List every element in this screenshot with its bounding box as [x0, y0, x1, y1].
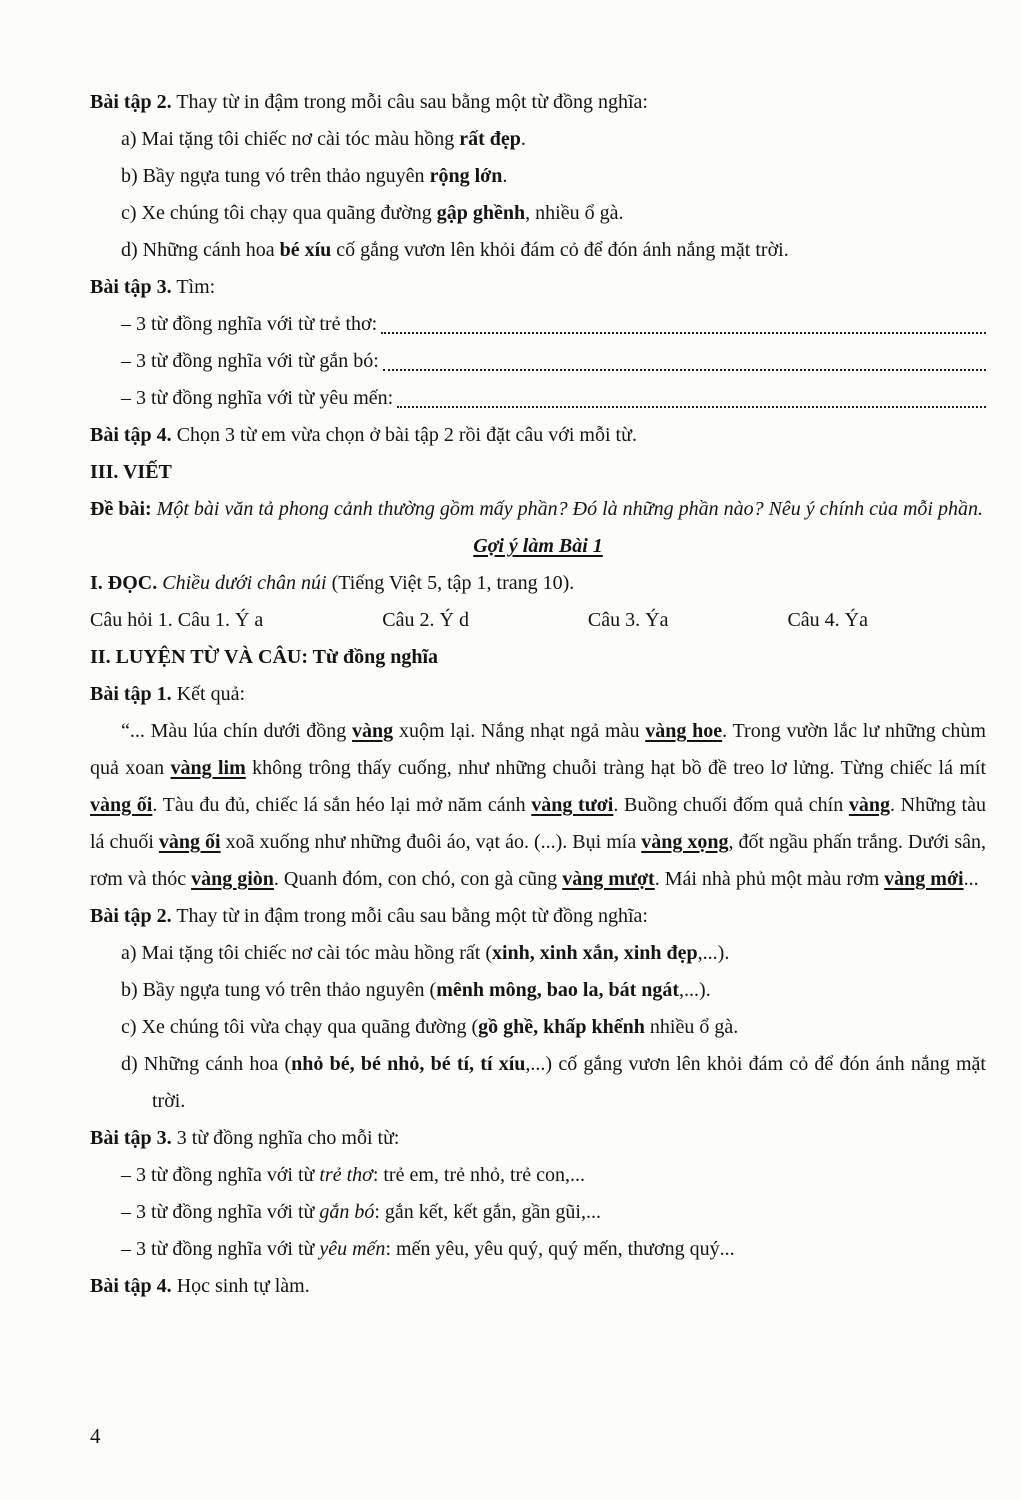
dotted-fill-line — [381, 332, 986, 334]
text-run: I. ĐỌC. — [90, 572, 158, 594]
exercise-4-answer-heading — [90, 1268, 986, 1305]
exercise-2-answer-item-d — [90, 1046, 986, 1120]
exercise-1-answer-paragraph — [90, 713, 986, 898]
document-body — [90, 84, 986, 1305]
text-run: vàng hoe — [645, 720, 723, 742]
text-run: – 3 từ đồng nghĩa với từ trẻ thơ: — [121, 313, 378, 335]
text-run: d) Những cánh hoa ( — [121, 1053, 292, 1075]
text-run: ,...). — [679, 979, 711, 1001]
text-run: : mến yêu, yêu quý, quý mến, thương quý... — [385, 1238, 735, 1260]
text-run: d) Những cánh hoa — [121, 239, 280, 261]
exercise-3-blank-line-1 — [121, 306, 986, 343]
text-run: a) Mai tặng tôi chiếc nơ cài tóc màu hồng — [121, 128, 460, 150]
text-run: c) Xe chúng tôi vừa chạy qua quãng đường ( — [121, 1016, 479, 1038]
section-heading-luyen-tu-va-cau — [90, 639, 986, 676]
text-run: vàng — [352, 720, 394, 742]
text-run: vàng — [848, 794, 890, 816]
exercise-3-answer-heading — [90, 1120, 986, 1157]
text-run: ,...) cố gắng vươn lên khỏi đám cỏ để đón ánh nắng mặt trời. — [152, 1053, 986, 1112]
text-run: Câu 4. Ýa — [787, 609, 868, 631]
text-run: Kết quả: — [171, 683, 245, 705]
text-run: Câu hỏi 1. Câu 1. Ý a — [90, 609, 264, 631]
exercise-3-answer-line-2 — [121, 1194, 986, 1231]
text-run: : gắn kết, kết gắn, gần gũi,... — [374, 1201, 601, 1223]
text-run: Bài tập 2. — [90, 905, 172, 927]
exercise-2-item-a — [90, 121, 986, 158]
text-run: không trông thấy cuống, như những chuỗi tràng hạt bồ đề treo lơ lửng. Từng chiếc lá mít — [245, 757, 986, 779]
exercise-3-blank-line-2 — [121, 343, 986, 380]
text-run: vàng xọng — [641, 831, 729, 853]
text-run: “... Màu lúa chín dưới đồng — [121, 720, 353, 742]
text-run: – 3 từ đồng nghĩa với từ gắn bó: — [121, 350, 379, 372]
text-run: . Buồng chuối đốm quả chín — [613, 794, 849, 816]
exercise-3-heading — [90, 269, 986, 306]
text-run: Học sinh tự làm. — [171, 1275, 310, 1297]
text-run: mênh mông, bao la, bát ngát — [436, 979, 680, 1001]
text-run: Bài tập 3. — [90, 276, 172, 298]
text-run: Bài tập 3. — [90, 1127, 172, 1149]
text-run: Đề bài: — [90, 498, 152, 520]
exercise-2-heading — [90, 84, 986, 121]
exercise-1-answer-heading — [90, 676, 986, 713]
text-run: trẻ thơ — [319, 1164, 373, 1186]
exercise-2-answer-item-b — [90, 972, 986, 1009]
answer-key-title — [90, 528, 986, 565]
text-run: vàng lim — [170, 757, 246, 779]
text-run: vàng giòn — [191, 868, 274, 890]
text-run: Chiều dưới chân núi — [162, 572, 327, 594]
doc-answers-row — [90, 602, 868, 639]
dotted-fill-line — [397, 406, 986, 408]
text-run: Bài tập 2. — [90, 91, 172, 113]
text-run: bé xíu — [279, 239, 332, 261]
text-run: . — [502, 165, 508, 187]
text-run: nhỏ bé, bé nhỏ, bé tí, tí xíu — [291, 1053, 526, 1075]
text-run: vàng ối — [158, 831, 221, 853]
text-run: gồ ghề, khấp khểnh — [478, 1016, 645, 1038]
text-run: Bài tập 4. — [90, 424, 172, 446]
text-run: gắn bó — [319, 1201, 375, 1223]
text-run: Câu 3. Ýa — [587, 609, 669, 631]
text-run: II. LUYỆN TỪ VÀ CÂU: Từ đồng nghĩa — [90, 646, 439, 668]
text-run: Câu 2. Ý d — [382, 609, 469, 631]
text-run: Bài tập 1. — [90, 683, 172, 705]
text-run: . — [520, 128, 526, 150]
text-run: b) Bầy ngựa tung vó trên thảo nguyên — [121, 165, 430, 187]
text-run: b) Bầy ngựa tung vó trên thảo nguyên ( — [121, 979, 437, 1001]
text-run: a) Mai tặng tôi chiếc nơ cài tóc màu hồng rất ( — [121, 942, 492, 964]
dotted-fill-line — [383, 369, 986, 371]
text-run: Gợi ý làm Bài 1 — [473, 535, 603, 557]
text-run: Thay từ in đậm trong mỗi câu sau bằng một từ đồng nghĩa: — [171, 91, 648, 113]
text-run: vàng mượt — [562, 868, 655, 890]
text-run: vàng tươi — [531, 794, 614, 816]
text-run: gập ghềnh — [436, 202, 526, 224]
text-run: . Trong vườn lắc lư những chùm quả xoan — [90, 720, 986, 779]
exercise-2-item-b — [90, 158, 986, 195]
text-run: rất đẹp — [459, 128, 521, 150]
exercise-2-item-c — [90, 195, 986, 232]
exercise-3-blank-line-3 — [121, 380, 986, 417]
text-run: – 3 từ đồng nghĩa với từ — [121, 1164, 320, 1186]
text-run: . Quanh đóm, con chó, con gà cũng — [273, 868, 563, 890]
text-run: 3 từ đồng nghĩa cho mỗi từ: — [171, 1127, 400, 1149]
exercise-2-answer-item-a — [90, 935, 986, 972]
text-run: – 3 từ đồng nghĩa với từ — [121, 1201, 320, 1223]
text-run: yêu mến — [319, 1238, 386, 1260]
text-run: III. VIẾT — [90, 461, 172, 483]
text-run: ,...). — [697, 942, 730, 964]
exercise-2-answer-heading — [90, 898, 986, 935]
text-run: xinh, xinh xắn, xinh đẹp — [492, 942, 698, 964]
text-run: Thay từ in đậm trong mỗi câu sau bằng một từ đồng nghĩa: — [171, 905, 648, 927]
exercise-3-answer-line-1 — [121, 1157, 986, 1194]
exercise-3-answer-line-3 — [121, 1231, 986, 1268]
doc-answer-line — [90, 565, 986, 602]
text-run: . Những tàu lá chuối — [90, 794, 986, 853]
text-run: , đốt ngầu phấn trắng. Dưới sân, rơm và thóc — [90, 831, 987, 890]
text-run: Bài tập 4. — [90, 1275, 172, 1297]
text-run: – 3 từ đồng nghĩa với từ — [121, 1238, 320, 1260]
text-run: . Tàu đu đủ, chiếc lá sắn héo lại mở năm cánh — [152, 794, 532, 816]
text-run: rộng lớn — [429, 165, 503, 187]
de-bai-paragraph — [90, 491, 986, 528]
text-run: Chọn 3 từ em vừa chọn ở bài tập 2 rồi đặt câu với mỗi từ. — [171, 424, 637, 446]
text-run: Tìm: — [171, 276, 216, 298]
exercise-2-answer-item-c — [90, 1009, 986, 1046]
text-run: . Mái nhà phủ một màu rơm — [654, 868, 885, 890]
text-run: (Tiếng Việt 5, tập 1, trang 10). — [326, 572, 575, 594]
exercise-2-item-d — [90, 232, 986, 269]
text-run: vàng mới — [884, 868, 964, 890]
text-run: vàng ối — [90, 794, 153, 816]
page-number: 4 — [90, 1424, 101, 1448]
text-run: xuộm lại. Nắng nhạt ngả màu — [393, 720, 646, 742]
text-run: – 3 từ đồng nghĩa với từ yêu mến: — [121, 387, 394, 409]
text-run: cố gắng vươn lên khỏi đám cỏ để đón ánh nắng mặt trời. — [331, 239, 789, 261]
text-run: , nhiều ổ gà. — [525, 202, 624, 224]
text-run: xoã xuống như những đuôi áo, vạt áo. (...). Bụi mía — [220, 831, 642, 853]
text-run: Một bài văn tả phong cảnh thường gồm mấy phần? Đó là những phần nào? Nêu ý chính của mỗi phần. — [156, 498, 983, 520]
exercise-4-heading — [90, 417, 986, 454]
text-run: nhiều ổ gà. — [644, 1016, 739, 1038]
text-run: c) Xe chúng tôi chạy qua quãng đường — [121, 202, 437, 224]
section-heading-viet — [90, 454, 986, 491]
text-run: : trẻ em, trẻ nhỏ, trẻ con,... — [372, 1164, 585, 1186]
text-run: ... — [963, 868, 979, 890]
